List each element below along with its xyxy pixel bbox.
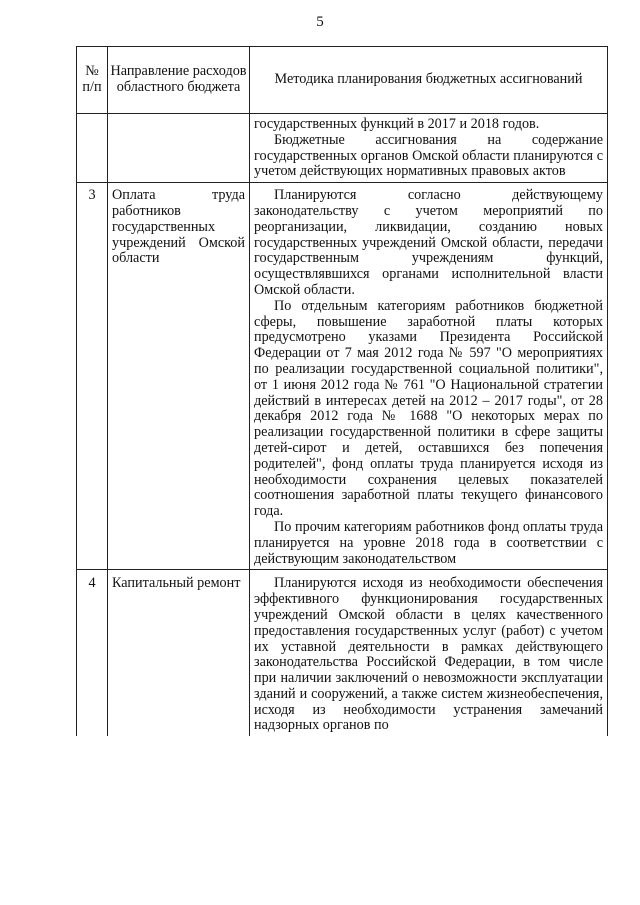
row-direction (108, 114, 250, 183)
method-paragraph: Планируются согласно действующему законодательству с учетом мероприятий по реорганизации, ликвидации, созданию новых государственных учреждений Омской области, передачи государственным учреждениям функций, осуществлявшихся органами исполнительной власти Омской области. (254, 187, 603, 298)
page-number: 5 (316, 14, 324, 30)
table-row (77, 570, 608, 736)
method-paragraph: Бюджетные ассигнования на содержание государственных органов Омской области планируются с учетом действующих нормативных правовых актов (254, 131, 603, 180)
row-num (77, 114, 108, 183)
header-num: № п/п (77, 47, 108, 114)
table-header-row (77, 47, 608, 114)
method-paragraph: По прочим категориям работников фонд оплаты труда планируется на уровне 2018 года в соответствии с действующим законодательством (254, 518, 603, 567)
row-direction: Оплата труда работников государственных учреждений Омской области (108, 183, 250, 570)
method-paragraph: государственных функций в 2017 и 2018 годов. (254, 116, 540, 132)
header-method: Методика планирования бюджетных ассигнований (250, 47, 608, 114)
row-direction: Капитальный ремонт (108, 570, 250, 736)
row-method (250, 570, 608, 736)
row-num: 4 (77, 570, 108, 736)
table-row (77, 114, 608, 183)
row-method (250, 114, 608, 183)
method-paragraph: По отдельным категориям работников бюджетной сферы, повышение заработной платы которых предусмотрено указами Президента Российской Федерации от 7 мая 2012 года № 597 "О мероприятиях по реализации государственной социальной политики", от 1 июня 2012 года № 761 "О Национальной стратегии действий в интересах детей на 2012 – 2017 годы", от 28 декабря 2012 года № 1688 "О некоторых мерах по реализации государственной политики в сфере защиты детей-сирот и детей, оставшихся без попечения родителей", фонд оплаты труда планируется исходя из необходимости сохранения целевых показателей соотношения заработной платы текущего финансового года. (254, 297, 603, 520)
header-direction: Направление расходов областного бюджета (108, 47, 250, 114)
table-row (77, 183, 608, 570)
row-method (250, 183, 608, 570)
method-paragraph: Планируются исходя из необходимости обеспечения эффективного функционирования государственных учреждений Омской области в целях качественного предоставления государственных услуг (работ) с учетом их уставной деятельности в рамках действующего законодательства Российской Федерации, в том числе при наличии заключений о невозможности эксплуатации зданий и сооружений, а также систем жизнеобеспечения, исходя из необходимости устранения замечаний надзорных органов по (254, 575, 603, 734)
row-num: 3 (77, 183, 108, 570)
budget-methods-table (76, 46, 608, 736)
